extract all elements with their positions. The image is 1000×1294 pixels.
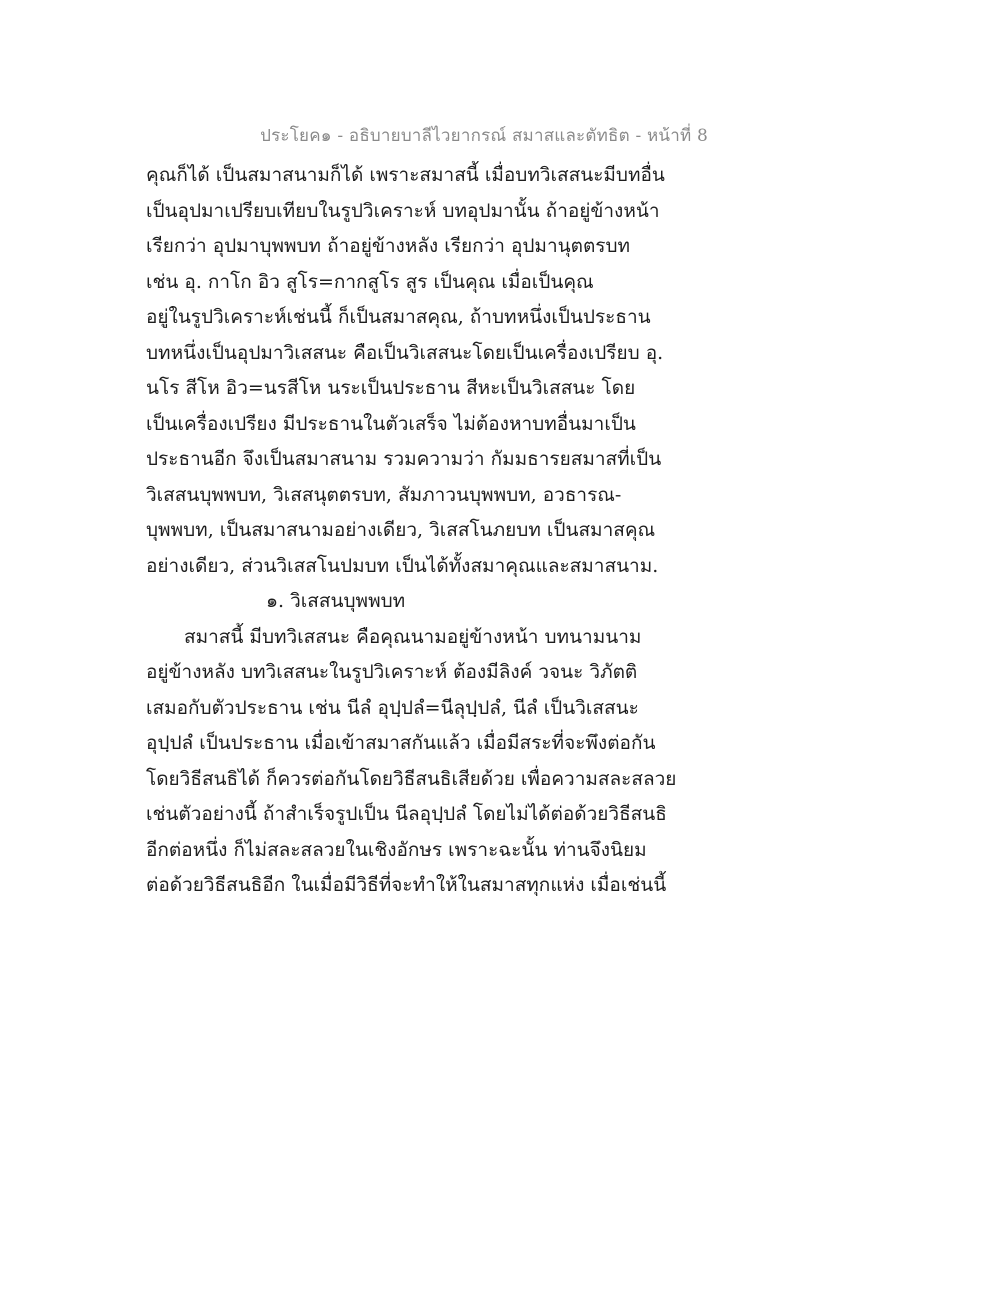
- text-line: เช่นตัวอย่างนี้ ถ้าสำเร็จรูปเป็น นีลอุปฺปลํ โดยไม่ได้ต่อด้วยวิธีสนธิ: [146, 803, 667, 825]
- section-heading: ๑. วิเสสนบุพพบท: [266, 590, 406, 612]
- text-line: ประธานอีก จึงเป็นสมาสนาม รวมความว่า กัมมธารยสมาสที่เป็น: [146, 448, 662, 470]
- text-line: เรียกว่า อุปมาบุพพบท ถ้าอยู่ข้างหลัง เรียกว่า อุปมานุตตรบท: [146, 235, 631, 257]
- text-line: อุปฺปลํ เป็นประธาน เมื่อเข้าสมาสกันแล้ว เมื่อมีสระที่จะพึงต่อกัน: [146, 732, 656, 754]
- text-line: อีกต่อหนึ่ง ก็ไม่สละสลวยในเชิงอักษร เพราะฉะนั้น ท่านจึงนิยม: [146, 838, 647, 861]
- text-line: โดยวิธีสนธิได้ ก็ควรต่อกันโดยวิธีสนธิเสียด้วย เพื่อความสละสลวย: [146, 767, 677, 790]
- text-line: นโร สีโห อิว=นรสีโห นระเป็นประธาน สีหะเป็นวิเสสนะ โดย: [146, 377, 636, 399]
- text-line: บทหนึ่งเป็นอุปมาวิเสสนะ คือเป็นวิเสสนะโดยเป็นเครื่องเปรียบ อุ.: [146, 341, 664, 364]
- text-line: อย่างเดียว, ส่วนวิเสสโนปมบท เป็นได้ทั้งสมาคุณและสมาสนาม.: [146, 554, 659, 577]
- body-text: [146, 158, 706, 904]
- text-line: เป็นอุปมาเปรียบเทียบในรูปวิเคราะห์ บทอุปมานั้น ถ้าอยู่ข้างหน้า: [146, 199, 660, 222]
- text-line: เป็นเครื่องเปรียง มีประธานในตัวเสร็จ ไม่ต้องหาบทอื่นมาเป็น: [146, 412, 636, 435]
- text-line: ต่อด้วยวิธีสนธิอีก ในเมื่อมีวิธีที่จะทำให้ในสมาสทุกแห่ง เมื่อเช่นนี้: [146, 874, 667, 896]
- text-line: อยู่ในรูปวิเคราะห์เช่นนี้ ก็เป็นสมาสคุณ, ถ้าบทหนึ่งเป็นประธาน: [146, 306, 651, 328]
- text-line: เช่น อุ. กาโก อิว สูโร=กากสูโร สูร เป็นคุณ เมื่อเป็นคุณ: [146, 270, 594, 293]
- running-header: ประโยค๑ - อธิบายบาลีไวยากรณ์ สมาสและตัทธิต - หน้าที่ 8: [260, 126, 708, 146]
- text-line: คุณก็ได้ เป็นสมาสนามก็ได้ เพราะสมาสนี้ เมื่อบทวิเสสนะมีบทอื่น: [146, 164, 665, 186]
- text-line: อยู่ข้างหลัง บทวิเสสนะในรูปวิเคราะห์ ต้องมีลิงค์ วจนะ วิภัตติ: [146, 661, 638, 683]
- text-line: บุพพบท, เป็นสมาสนามอย่างเดียว, วิเสสโนภยบท เป็นสมาสคุณ: [146, 519, 656, 541]
- text-line: เสมอกับตัวประธาน เช่น นีลํ อุปฺปลํ=นีลุปฺปลํ, นีลํ เป็นวิเสสนะ: [146, 696, 639, 719]
- paragraph-first-line: สมาสนี้ มีบทวิเสสนะ คือคุณนามอยู่ข้างหน้า บทนามนาม: [184, 625, 642, 648]
- text-line: วิเสสนบุพพบท, วิเสสนุตตรบท, สัมภาวนบุพพบท, อวธารณ-: [146, 483, 622, 506]
